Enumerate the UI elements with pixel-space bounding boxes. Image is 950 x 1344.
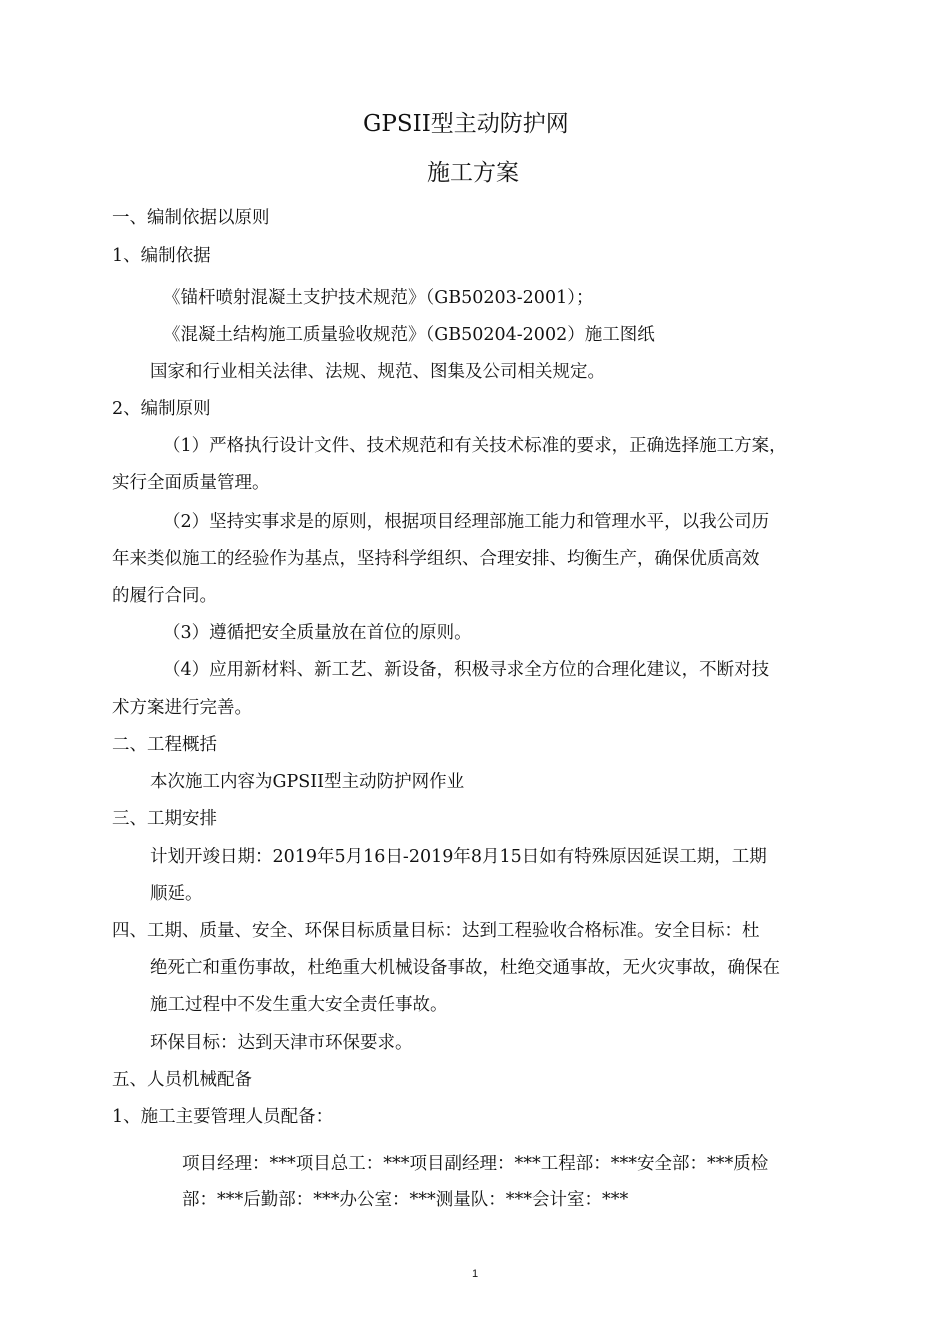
section-heading: 三、工期安排 — [112, 809, 217, 829]
section-heading: 四、工期、质量、安全、环保目标质量目标：达到工程验收合格标准。安全目标：杜 — [112, 921, 760, 941]
section-heading: 五、人员机械配备 — [112, 1070, 252, 1090]
staff-list: 项目经理：***项目总工：***项目副经理：***工程部：***安全部：***质检 — [182, 1154, 769, 1174]
body-text: 年来类似施工的经验作为基点，坚持科学组织、合理安排、均衡生产，确保优质高效 — [112, 549, 760, 569]
page-number: 1 — [472, 1268, 479, 1280]
body-text: 术方案进行完善。 — [112, 698, 252, 718]
body-text: （3）遵循把安全质量放在首位的原则。 — [163, 623, 472, 643]
document-title: GPSII型主动防护网 — [363, 111, 569, 137]
subsection-heading: 1、施工主要管理人员配备： — [112, 1107, 334, 1127]
subsection-heading: 1、编制依据 — [112, 246, 211, 266]
body-text: （4）应用新材料、新工艺、新设备，积极寻求全方位的合理化建议，不断对技 — [163, 660, 770, 680]
body-text: 实行全面质量管理。 — [112, 473, 270, 493]
body-text: 环保目标：达到天津市环保要求。 — [150, 1033, 413, 1053]
section-heading: 二、工程概括 — [112, 735, 217, 755]
staff-list: 部：***后勤部：***办公室：***测量队：***会计室：*** — [182, 1190, 629, 1210]
body-text: 施工过程中不发生重大安全责任事故。 — [150, 995, 448, 1015]
body-text: 本次施工内容为GPSII型主动防护网作业 — [150, 772, 465, 792]
reference-item: 《混凝土结构施工质量验收规范》（GB50204-2002）施工图纸 — [163, 325, 655, 345]
section-heading: 一、编制依据以原则 — [112, 208, 270, 228]
body-text: 顺延。 — [150, 884, 203, 904]
body-text: 国家和行业相关法律、法规、规范、图集及公司相关规定。 — [150, 362, 605, 382]
body-text: （1）严格执行设计文件、技术规范和有关技术标准的要求，正确选择施工方案， — [163, 436, 787, 456]
body-text: 绝死亡和重伤事故，杜绝重大机械设备事故，杜绝交通事故，无火灾事故，确保在 — [150, 958, 780, 978]
reference-item: 《锚杆喷射混凝土支护技术规范》（GB50203-2001）； — [163, 288, 594, 308]
subsection-heading: 2、编制原则 — [112, 399, 211, 419]
body-text: 的履行合同。 — [112, 586, 217, 606]
body-text: （2）坚持实事求是的原则，根据项目经理部施工能力和管理水平，以我公司历 — [163, 512, 770, 532]
body-text: 计划开竣日期：2019年5月16日-2019年8月15日如有特殊原因延误工期，工期 — [150, 847, 767, 867]
document-subtitle: 施工方案 — [427, 160, 519, 186]
